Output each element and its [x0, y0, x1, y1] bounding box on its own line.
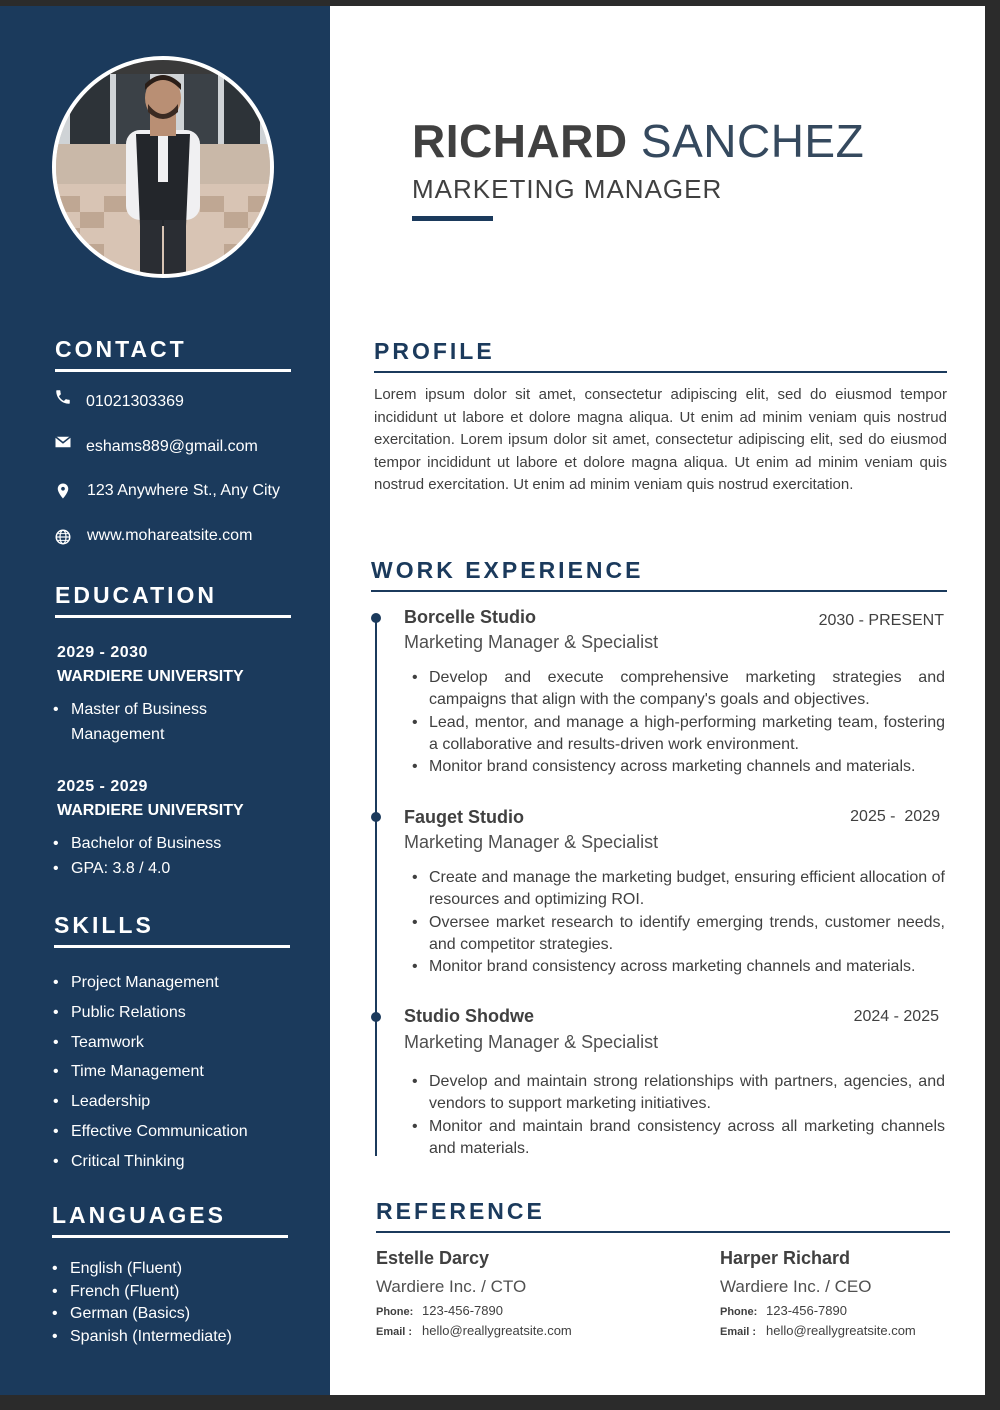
- job-duty: • Monitor brand consistency across marketing channels and materials.: [410, 956, 945, 978]
- reference-phone: [720, 1303, 847, 1318]
- timeline-dot: [371, 1012, 381, 1022]
- education-school: WARDIERE UNIVERSITY: [57, 668, 244, 685]
- job-company: Fauget Studio: [404, 807, 524, 827]
- phone-label: Phone:: [376, 1306, 414, 1318]
- location-pin-icon: [54, 482, 72, 500]
- job-title: MARKETING MANAGER: [412, 174, 723, 204]
- language-item: • English (Fluent): [52, 1258, 232, 1281]
- job-dates: 2030 - PRESENT: [818, 612, 944, 629]
- job-duty: • Lead, mentor, and manage a high-performing marketing team, fostering a collaborative and results-driven work environment.: [410, 712, 945, 757]
- job-duty: • Develop and execute comprehensive marketing strategies and campaigns that align with the company's goals and objectives.: [410, 667, 945, 712]
- language-item: • French (Fluent): [52, 1281, 232, 1304]
- job-duty: • Create and manage the marketing budget, ensuring efficient allocation of resources and optimizing ROI.: [410, 867, 945, 912]
- skill-item: • Critical Thinking: [53, 1147, 248, 1177]
- phone-label: Phone:: [720, 1306, 758, 1318]
- contact-website[interactable]: www.mohareatsite.com: [87, 527, 253, 544]
- timeline-dot: [371, 613, 381, 623]
- skill-item: • Time Management: [53, 1057, 248, 1087]
- reference-email: [720, 1323, 916, 1338]
- reference-org: Wardiere Inc. / CTO: [376, 1277, 527, 1296]
- skills-list: [53, 968, 248, 1177]
- education-heading: EDUCATION: [55, 582, 291, 618]
- job-role: Marketing Manager & Specialist: [404, 632, 659, 652]
- candidate-name: [412, 114, 864, 168]
- contact-address: 123 Anywhere St., Any City: [87, 482, 280, 499]
- skills-heading: SKILLS: [54, 912, 290, 948]
- reference-email-value[interactable]: hello@reallygreatsite.com: [422, 1323, 572, 1338]
- contact-email[interactable]: eshams889@gmail.com: [86, 438, 258, 455]
- reference-email-value[interactable]: hello@reallygreatsite.com: [766, 1323, 916, 1338]
- sidebar: [0, 6, 330, 1395]
- job-role: Marketing Manager & Specialist: [404, 832, 659, 852]
- contact-heading: CONTACT: [55, 336, 291, 372]
- education-years: 2029 - 2030: [57, 644, 148, 661]
- job-company: Borcelle Studio: [404, 607, 537, 627]
- skill-item: • Effective Communication: [53, 1117, 248, 1147]
- job-duty: • Monitor brand consistency across marketing channels and materials.: [410, 756, 945, 778]
- skill-item: • Project Management: [53, 968, 248, 998]
- job-duty: • Monitor and maintain brand consistency across all marketing channels and materials.: [410, 1116, 945, 1161]
- profile-photo-image: [56, 60, 270, 274]
- job-role: Marketing Manager & Specialist: [404, 1032, 659, 1052]
- education-detail: [53, 722, 207, 747]
- email-label: Email :: [720, 1326, 757, 1338]
- education-detail: • Bachelor of Business: [53, 831, 221, 856]
- reference-heading: REFERENCE: [376, 1198, 950, 1233]
- education-years: 2025 - 2029: [57, 778, 148, 795]
- job-duties: [410, 667, 945, 778]
- globe-icon: [54, 528, 72, 546]
- phone-icon: [54, 388, 72, 406]
- education-details-list: [53, 697, 207, 747]
- education-detail: • GPA: 3.8 / 4.0: [53, 856, 221, 881]
- education-detail: • Master of Business: [53, 697, 207, 722]
- reference-name: Harper Richard: [720, 1248, 851, 1268]
- reference-phone-value[interactable]: 123-456-7890: [766, 1303, 847, 1318]
- education-school: WARDIERE UNIVERSITY: [57, 802, 244, 819]
- contact-phone[interactable]: 01021303369: [86, 393, 184, 410]
- job-duties: [410, 867, 945, 978]
- last-name: SANCHEZ: [640, 115, 865, 167]
- reference-org: Wardiere Inc. / CEO: [720, 1277, 872, 1296]
- languages-heading: LANGUAGES: [52, 1202, 288, 1238]
- language-item: • German (Basics): [52, 1303, 232, 1326]
- profile-text: Lorem ipsum dolor sit amet, consectetur adipiscing elit, sed do eiusmod tempor incididunt ut labore et dolore magna aliqua. Ut enim ad minim veniam quis nostrud exercitation. Lorem ipsum dolor sit amet, consectetur adipiscing elit, sed do eiusmod tempor incididunt ut labore et dolore magna aliqua. Ut enim ad minim veniam quis nostrud exercitation. Ut enim ad minim veniam quis nostrud exercitation.: [374, 386, 947, 493]
- profile-photo: [52, 56, 274, 278]
- email-icon: [54, 433, 72, 451]
- email-label: Email :: [376, 1326, 413, 1338]
- skill-item: • Teamwork: [53, 1028, 248, 1058]
- education-detail-text: Management: [71, 726, 165, 743]
- timeline-line: [375, 618, 377, 1156]
- reference-name: Estelle Darcy: [376, 1248, 490, 1268]
- main-content: [330, 6, 985, 1395]
- reference-phone-value[interactable]: 123-456-7890: [422, 1303, 503, 1318]
- job-duty: • Develop and maintain strong relationships with partners, agencies, and vendors to support marketing initiatives.: [410, 1071, 945, 1116]
- reference-email: [376, 1323, 572, 1338]
- job-dates: 2025 - 2029: [850, 808, 940, 825]
- title-underline: [412, 216, 493, 221]
- languages-list: [52, 1258, 232, 1348]
- language-item: • Spanish (Intermediate): [52, 1326, 232, 1349]
- education-details-list: [53, 831, 221, 881]
- profile-heading: PROFILE: [374, 338, 947, 373]
- job-dates: 2024 - 2025: [853, 1008, 939, 1025]
- skill-item: • Public Relations: [53, 998, 248, 1028]
- timeline-dot: [371, 812, 381, 822]
- first-name: RICHARD: [412, 115, 628, 167]
- skill-item: • Leadership: [53, 1087, 248, 1117]
- job-duties: [410, 1071, 945, 1160]
- reference-phone: [376, 1303, 503, 1318]
- job-duty: • Oversee market research to identify emerging trends, customer needs, and competitor strategies.: [410, 912, 945, 957]
- resume-page: [0, 6, 985, 1395]
- job-company: Studio Shodwe: [404, 1006, 534, 1026]
- work-experience-heading: WORK EXPERIENCE: [371, 557, 947, 592]
